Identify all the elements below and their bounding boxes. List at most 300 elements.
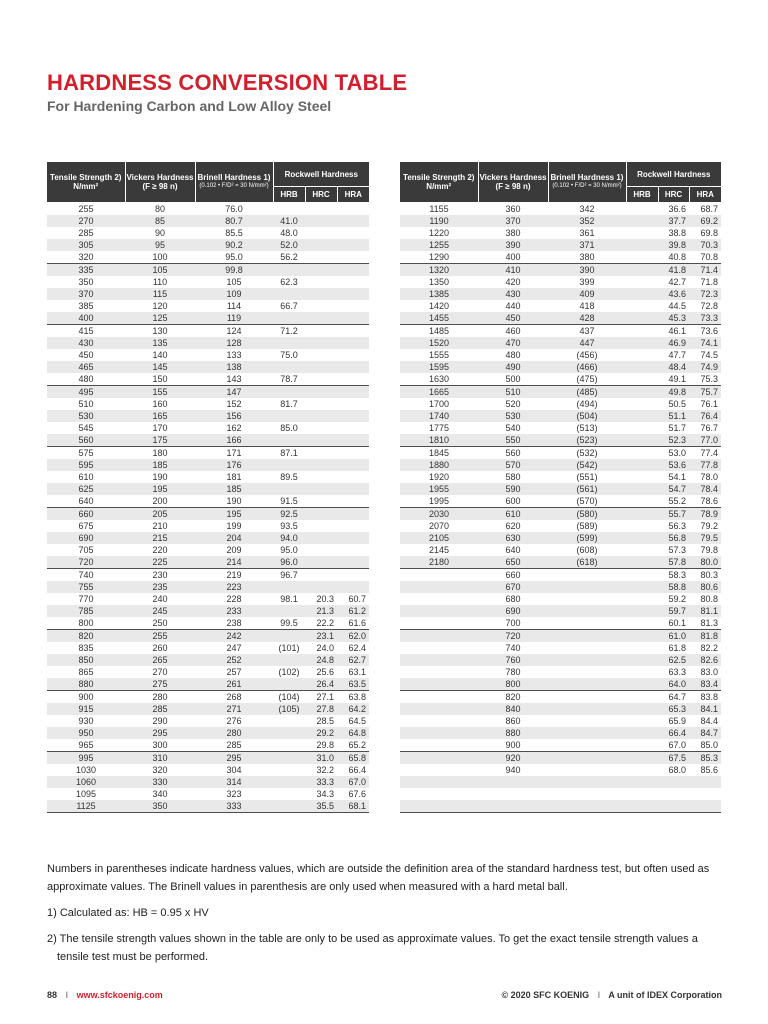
- conversion-table-left: [47, 162, 369, 813]
- cell-hrb: 99.5: [273, 617, 305, 630]
- cell-hrb: [626, 642, 658, 654]
- cell-brinell: 399: [579, 277, 595, 287]
- cell-hrc: [305, 373, 337, 386]
- cell-tensile: 1845: [428, 448, 450, 458]
- page-number: 88: [47, 990, 58, 1000]
- cell-tensile: 640: [47, 495, 125, 508]
- cell-hrc: 38.8: [668, 228, 686, 238]
- cell-tensile: 480: [47, 373, 125, 386]
- cell-vickers: 190: [152, 472, 168, 482]
- cell-hrb: [626, 264, 658, 277]
- cell-brinell: [548, 605, 626, 617]
- cell-hrb: [626, 422, 658, 434]
- table-row: [400, 483, 721, 495]
- cell-hra: 65.8: [337, 752, 369, 765]
- cell-tensile: [400, 788, 478, 800]
- cell-hrb: [273, 361, 305, 373]
- cell-hrc: [305, 422, 337, 434]
- cell-hrb: [626, 312, 658, 325]
- cell-brinell: 257: [226, 667, 242, 677]
- table-row: [400, 569, 721, 582]
- cell-hrc: [305, 471, 337, 483]
- cell-hra: 76.1: [700, 399, 718, 409]
- cell-vickers: 610: [478, 508, 548, 521]
- cell-tensile: [400, 617, 478, 630]
- header-hrb: HRB: [626, 187, 658, 203]
- cell-hrc: 26.4: [305, 678, 337, 691]
- cell-vickers: 900: [478, 739, 548, 752]
- cell-brinell: (475): [548, 373, 626, 386]
- cell-tensile: 2145: [428, 545, 450, 555]
- cell-tensile: 2105: [400, 532, 478, 544]
- cell-hra: [337, 410, 369, 422]
- cell-vickers: 140: [152, 350, 168, 360]
- table-row: [47, 678, 369, 691]
- cell-hrb: 62.3: [280, 277, 298, 287]
- cell-tensile: 740: [78, 570, 94, 580]
- cell-hrc: [305, 398, 337, 410]
- cell-hrc: [305, 508, 337, 521]
- cell-vickers: 450: [478, 312, 548, 325]
- table-row: [47, 764, 369, 776]
- cell-hrb: [626, 739, 658, 752]
- cell-hrc: 35.5: [305, 800, 337, 813]
- table-row: [47, 691, 369, 704]
- cell-hrc: 60.1: [658, 617, 689, 630]
- cell-hrb: [626, 703, 658, 715]
- brinell-formula: (0.102 • F/D² = 30 N/mm²): [552, 183, 622, 189]
- cell-hrc: 28.5: [316, 716, 334, 726]
- cell-hra: 79.8: [700, 545, 718, 555]
- cell-tensile: 350: [78, 277, 94, 287]
- cell-brinell: 105: [226, 277, 242, 287]
- cell-hra: [337, 203, 369, 216]
- cell-tensile: 800: [47, 617, 125, 630]
- cell-hrc: 22.2: [305, 617, 337, 630]
- cell-hrb: [626, 410, 658, 422]
- table-row: [47, 434, 369, 447]
- cell-hra: [337, 459, 369, 471]
- cell-brinell: 314: [195, 776, 273, 788]
- table-row: [400, 800, 721, 813]
- cell-hrc: 55.7: [658, 508, 689, 521]
- table-row: [47, 617, 369, 630]
- cell-hra: 85.0: [689, 739, 721, 752]
- cell-brinell: 342: [579, 204, 595, 214]
- cell-hrc: 64.0: [658, 678, 689, 691]
- cell-brinell: [548, 788, 626, 800]
- cell-hrb: [626, 764, 658, 776]
- table-row: [400, 349, 721, 361]
- cell-tensile: 2180: [400, 556, 478, 569]
- cell-hrb: 92.5: [273, 508, 305, 521]
- cell-hrb: [626, 349, 658, 361]
- cell-hrb: [626, 788, 658, 800]
- cell-hrb: [273, 581, 305, 593]
- cell-tensile: [400, 593, 478, 605]
- cell-vickers: 940: [505, 765, 521, 775]
- footer-left: [47, 990, 163, 1000]
- cell-hra: [337, 520, 369, 532]
- cell-vickers: 840: [478, 703, 548, 715]
- cell-hrb: [626, 581, 658, 593]
- cell-hrc: [305, 325, 337, 338]
- table-row: [400, 617, 721, 630]
- cell-brinell: 428: [548, 312, 626, 325]
- table-row: [400, 251, 721, 264]
- cell-vickers: 620: [505, 521, 521, 531]
- footer-divider: I: [597, 990, 601, 1000]
- table-row: [47, 215, 369, 227]
- cell-brinell: 195: [195, 508, 273, 521]
- cell-hrc: [305, 410, 337, 422]
- cell-vickers: 880: [478, 727, 548, 739]
- cell-hra: [337, 398, 369, 410]
- cell-hrb: 96.7: [280, 570, 298, 580]
- cell-hrc: 27.1: [316, 692, 334, 702]
- cell-tensile: 1190: [400, 215, 478, 227]
- cell-hra: [337, 264, 369, 277]
- cell-brinell: 185: [195, 483, 273, 495]
- cell-hrc: 56.3: [668, 521, 686, 531]
- cell-tensile: 690: [47, 532, 125, 544]
- table-row: [47, 532, 369, 544]
- table-row: [400, 532, 721, 544]
- cell-tensile: 305: [47, 239, 125, 251]
- table-row: [47, 349, 369, 361]
- cell-hrc: 68.0: [668, 765, 686, 775]
- cell-brinell: 90.2: [195, 239, 273, 251]
- cell-hrc: 46.1: [668, 326, 686, 336]
- cell-hra: 70.3: [689, 239, 721, 251]
- cell-brinell: 156: [195, 410, 273, 422]
- website-link[interactable]: www.sfckoenig.com: [76, 990, 163, 1000]
- cell-hrb: 71.2: [280, 326, 298, 336]
- cell-hra: 72.8: [700, 301, 718, 311]
- cell-hra: [337, 544, 369, 556]
- cell-hrb: [626, 569, 658, 582]
- cell-brinell: 280: [195, 727, 273, 739]
- cell-brinell: 247: [226, 643, 242, 653]
- header-hrc: HRC: [658, 187, 689, 203]
- cell-hrb: [273, 727, 305, 739]
- cell-hra: 85.6: [700, 765, 718, 775]
- cell-hra: 82.6: [689, 654, 721, 666]
- cell-vickers: [478, 776, 548, 788]
- cell-tensile: 1155: [429, 204, 449, 214]
- cell-hrb: [273, 715, 305, 727]
- cell-tensile: 1920: [428, 472, 450, 482]
- cell-vickers: 430: [478, 288, 548, 300]
- cell-hra: 74.9: [689, 361, 721, 373]
- header-brinell-label: Brinell Hardness 1): [197, 173, 271, 182]
- table-row: [400, 215, 721, 227]
- cell-vickers: 740: [505, 643, 521, 653]
- table-row: [47, 410, 369, 422]
- table-row: [47, 471, 369, 483]
- cell-vickers: 215: [125, 532, 195, 544]
- footer-divider: I: [65, 990, 69, 1000]
- cell-hra: 65.2: [337, 739, 369, 752]
- table-row: [47, 264, 369, 277]
- cell-vickers: 360: [505, 204, 521, 214]
- cell-tensile: 900: [78, 692, 94, 702]
- cell-tensile: 1420: [428, 301, 450, 311]
- cell-hrb: [626, 544, 658, 556]
- cell-tensile: 705: [78, 545, 94, 555]
- cell-brinell: (532): [576, 448, 598, 458]
- cell-vickers: 490: [478, 361, 548, 373]
- cell-hrb: [273, 459, 305, 471]
- cell-brinell: 380: [548, 251, 626, 264]
- cell-hra: 82.2: [700, 643, 718, 653]
- table-row: [400, 776, 721, 788]
- table-row: [400, 325, 721, 338]
- cell-brinell: 228: [226, 594, 242, 604]
- cell-brinell: 371: [548, 239, 626, 251]
- cell-hra: [337, 508, 369, 521]
- cell-hrb: (101): [278, 643, 300, 653]
- cell-vickers: 155: [125, 386, 195, 399]
- cell-hrc: 44.5: [668, 301, 686, 311]
- header-vickers: Vickers Hardness (F ≥ 98 n): [478, 162, 548, 203]
- cell-hrb: [626, 447, 658, 460]
- cell-hrc: 56.8: [658, 532, 689, 544]
- table-row: [400, 581, 721, 593]
- cell-hrb: [273, 203, 305, 216]
- table-row: [400, 703, 721, 715]
- cell-hrc: [305, 434, 337, 447]
- cell-hrb: [626, 227, 658, 239]
- cell-hrb: [626, 373, 658, 386]
- cell-hra: 74.1: [689, 337, 721, 349]
- table-row: [400, 654, 721, 666]
- cell-tensile: 495: [47, 386, 125, 399]
- cell-vickers: 600: [478, 495, 548, 508]
- cell-brinell: (589): [576, 521, 598, 531]
- cell-hra: 78.9: [689, 508, 721, 521]
- cell-hrb: [626, 398, 658, 410]
- note-2: 2) The tensile strength values shown in the table are only to be used as approximate values. To get the exact tensile strength values a tensile test must be performed.: [47, 933, 698, 963]
- table-row: [400, 434, 721, 447]
- cell-tensile: 770: [78, 594, 94, 604]
- table-row: [400, 691, 721, 704]
- cell-brinell: [548, 739, 626, 752]
- cell-hrc: 29.8: [305, 739, 337, 752]
- cell-hrc: 24.8: [305, 654, 337, 666]
- cell-brinell: [548, 569, 626, 582]
- page-footer: [47, 990, 722, 1004]
- cell-brinell: 119: [195, 312, 273, 325]
- cell-hrb: 96.0: [273, 556, 305, 569]
- cell-vickers: 225: [125, 556, 195, 569]
- table-row: [47, 727, 369, 739]
- cell-hrc: 53.0: [668, 448, 686, 458]
- cell-brinell: 418: [579, 301, 595, 311]
- cell-tensile: 1880: [400, 459, 478, 471]
- cell-tensile: [400, 678, 478, 691]
- cell-hrb: (102): [278, 667, 300, 677]
- cell-hrc: 64.7: [668, 692, 686, 702]
- cell-hra: 75.7: [689, 386, 721, 399]
- cell-hra: [689, 776, 721, 788]
- cell-tensile: 820: [47, 630, 125, 643]
- cell-tensile: 370: [47, 288, 125, 300]
- note-1: 1) Calculated as: HB = 0.95 x HV: [47, 907, 209, 919]
- cell-hra: 71.8: [700, 277, 718, 287]
- cell-vickers: 410: [478, 264, 548, 277]
- table-row: [47, 666, 369, 678]
- cell-tensile: 1125: [47, 800, 125, 813]
- cell-tensile: 660: [47, 508, 125, 521]
- cell-hra: [337, 495, 369, 508]
- cell-hra: 81.1: [689, 605, 721, 617]
- cell-brinell: [548, 764, 626, 776]
- cell-hrb: [273, 678, 305, 691]
- table-row: [47, 630, 369, 643]
- cell-brinell: [548, 727, 626, 739]
- cell-tensile: 755: [47, 581, 125, 593]
- cell-brinell: (504): [548, 410, 626, 422]
- footer-right: [501, 990, 722, 1000]
- cell-vickers: 630: [478, 532, 548, 544]
- cell-hrb: [626, 337, 658, 349]
- cell-brinell: 147: [195, 386, 273, 399]
- cell-hrc: [305, 361, 337, 373]
- page-title: HARDNESS CONVERSION TABLE: [47, 70, 408, 95]
- cell-tensile: 965: [47, 739, 125, 752]
- cell-hra: 78.0: [700, 472, 718, 482]
- cell-hrb: [273, 605, 305, 617]
- table-row: [47, 447, 369, 460]
- cell-hrc: 50.5: [668, 399, 686, 409]
- cell-vickers: 255: [125, 630, 195, 643]
- cell-hra: 83.4: [689, 678, 721, 691]
- table-row: [400, 715, 721, 727]
- cell-hra: 84.4: [700, 716, 718, 726]
- cell-hrb: 91.5: [273, 495, 305, 508]
- cell-hrc: 51.1: [658, 410, 689, 422]
- cell-vickers: 780: [505, 667, 521, 677]
- table-row: [47, 483, 369, 495]
- cell-brinell: 437: [579, 326, 595, 336]
- cell-vickers: 330: [125, 776, 195, 788]
- cell-vickers: 265: [125, 654, 195, 666]
- cell-hrc: 27.8: [305, 703, 337, 715]
- cell-brinell: (494): [576, 399, 598, 409]
- table-row: [47, 276, 369, 288]
- cell-tensile: 1595: [400, 361, 478, 373]
- cell-hrc: 57.8: [658, 556, 689, 569]
- cell-hrc: [305, 556, 337, 569]
- table-row: [400, 422, 721, 434]
- cell-hra: 60.7: [348, 594, 366, 604]
- cell-hrb: [626, 617, 658, 630]
- table-row: [400, 593, 721, 605]
- cell-hrb: [273, 752, 305, 765]
- header-vickers: Vickers Hardness (F ≥ 98 n): [125, 162, 195, 203]
- cell-vickers: 270: [152, 667, 168, 677]
- cell-hrb: [273, 630, 305, 643]
- cell-vickers: 660: [505, 570, 521, 580]
- cell-hrc: 67.0: [658, 739, 689, 752]
- cell-hrb: [626, 361, 658, 373]
- cell-brinell: [548, 666, 626, 678]
- cell-brinell: 447: [548, 337, 626, 349]
- cell-hrb: 78.7: [273, 373, 305, 386]
- cell-hrb: [626, 251, 658, 264]
- cell-hrc: 51.7: [668, 423, 686, 433]
- cell-hra: 74.5: [700, 350, 718, 360]
- cell-brinell: (513): [576, 423, 598, 433]
- cell-hra: 64.8: [337, 727, 369, 739]
- cell-tensile: 575: [78, 448, 94, 458]
- cell-tensile: [400, 654, 478, 666]
- cell-hrc: 54.1: [668, 472, 686, 482]
- cell-hrb: [626, 203, 658, 216]
- cell-hrc: 66.4: [658, 727, 689, 739]
- table-row: [47, 581, 369, 593]
- cell-hrc: 33.3: [305, 776, 337, 788]
- cell-hrb: [626, 654, 658, 666]
- cell-tensile: 625: [47, 483, 125, 495]
- table-row: [47, 569, 369, 582]
- cell-hra: 63.1: [348, 667, 366, 677]
- cell-vickers: 295: [125, 727, 195, 739]
- cell-tensile: 2030: [400, 508, 478, 521]
- cell-vickers: 170: [152, 423, 168, 433]
- cell-tensile: [400, 727, 478, 739]
- brinell-formula: (0.102 • F/D² = 30 N/mm²): [199, 183, 269, 189]
- cell-hra: [337, 215, 369, 227]
- table-row: [400, 203, 721, 216]
- cell-tensile: [400, 776, 478, 788]
- cell-tensile: [400, 630, 478, 643]
- cell-brinell: 162: [226, 423, 242, 433]
- cell-vickers: 520: [505, 399, 521, 409]
- cell-hra: 78.6: [689, 495, 721, 508]
- table-row: [47, 715, 369, 727]
- table-row: [47, 556, 369, 569]
- cell-hrc: 53.6: [658, 459, 689, 471]
- cell-brinell: 409: [548, 288, 626, 300]
- cell-hrc: 36.6: [668, 204, 686, 214]
- cell-tensile: 1665: [400, 386, 478, 399]
- cell-hra: 68.1: [337, 800, 369, 813]
- cell-hrc: 42.7: [668, 277, 686, 287]
- copyright-text: © 2020 SFC KOENIG: [501, 990, 590, 1000]
- cell-tensile: 930: [78, 716, 94, 726]
- cell-hrc: 43.6: [658, 288, 689, 300]
- cell-hrb: [626, 215, 658, 227]
- cell-hrb: [273, 764, 305, 776]
- cell-hrb: 81.7: [280, 399, 298, 409]
- cell-vickers: 800: [478, 678, 548, 691]
- cell-hra: [337, 434, 369, 447]
- cell-hra: 72.3: [689, 288, 721, 300]
- header-brinell: [548, 162, 626, 203]
- table-row: [400, 471, 721, 483]
- cell-tensile: 270: [47, 215, 125, 227]
- cell-hrb: [273, 776, 305, 788]
- cell-vickers: 90: [154, 228, 165, 238]
- cell-hrc: [305, 483, 337, 495]
- cell-vickers: 210: [152, 521, 168, 531]
- cell-hra: [689, 800, 721, 813]
- cell-hrc: 54.7: [658, 483, 689, 495]
- cell-vickers: 185: [125, 459, 195, 471]
- table-body-right: [400, 203, 721, 813]
